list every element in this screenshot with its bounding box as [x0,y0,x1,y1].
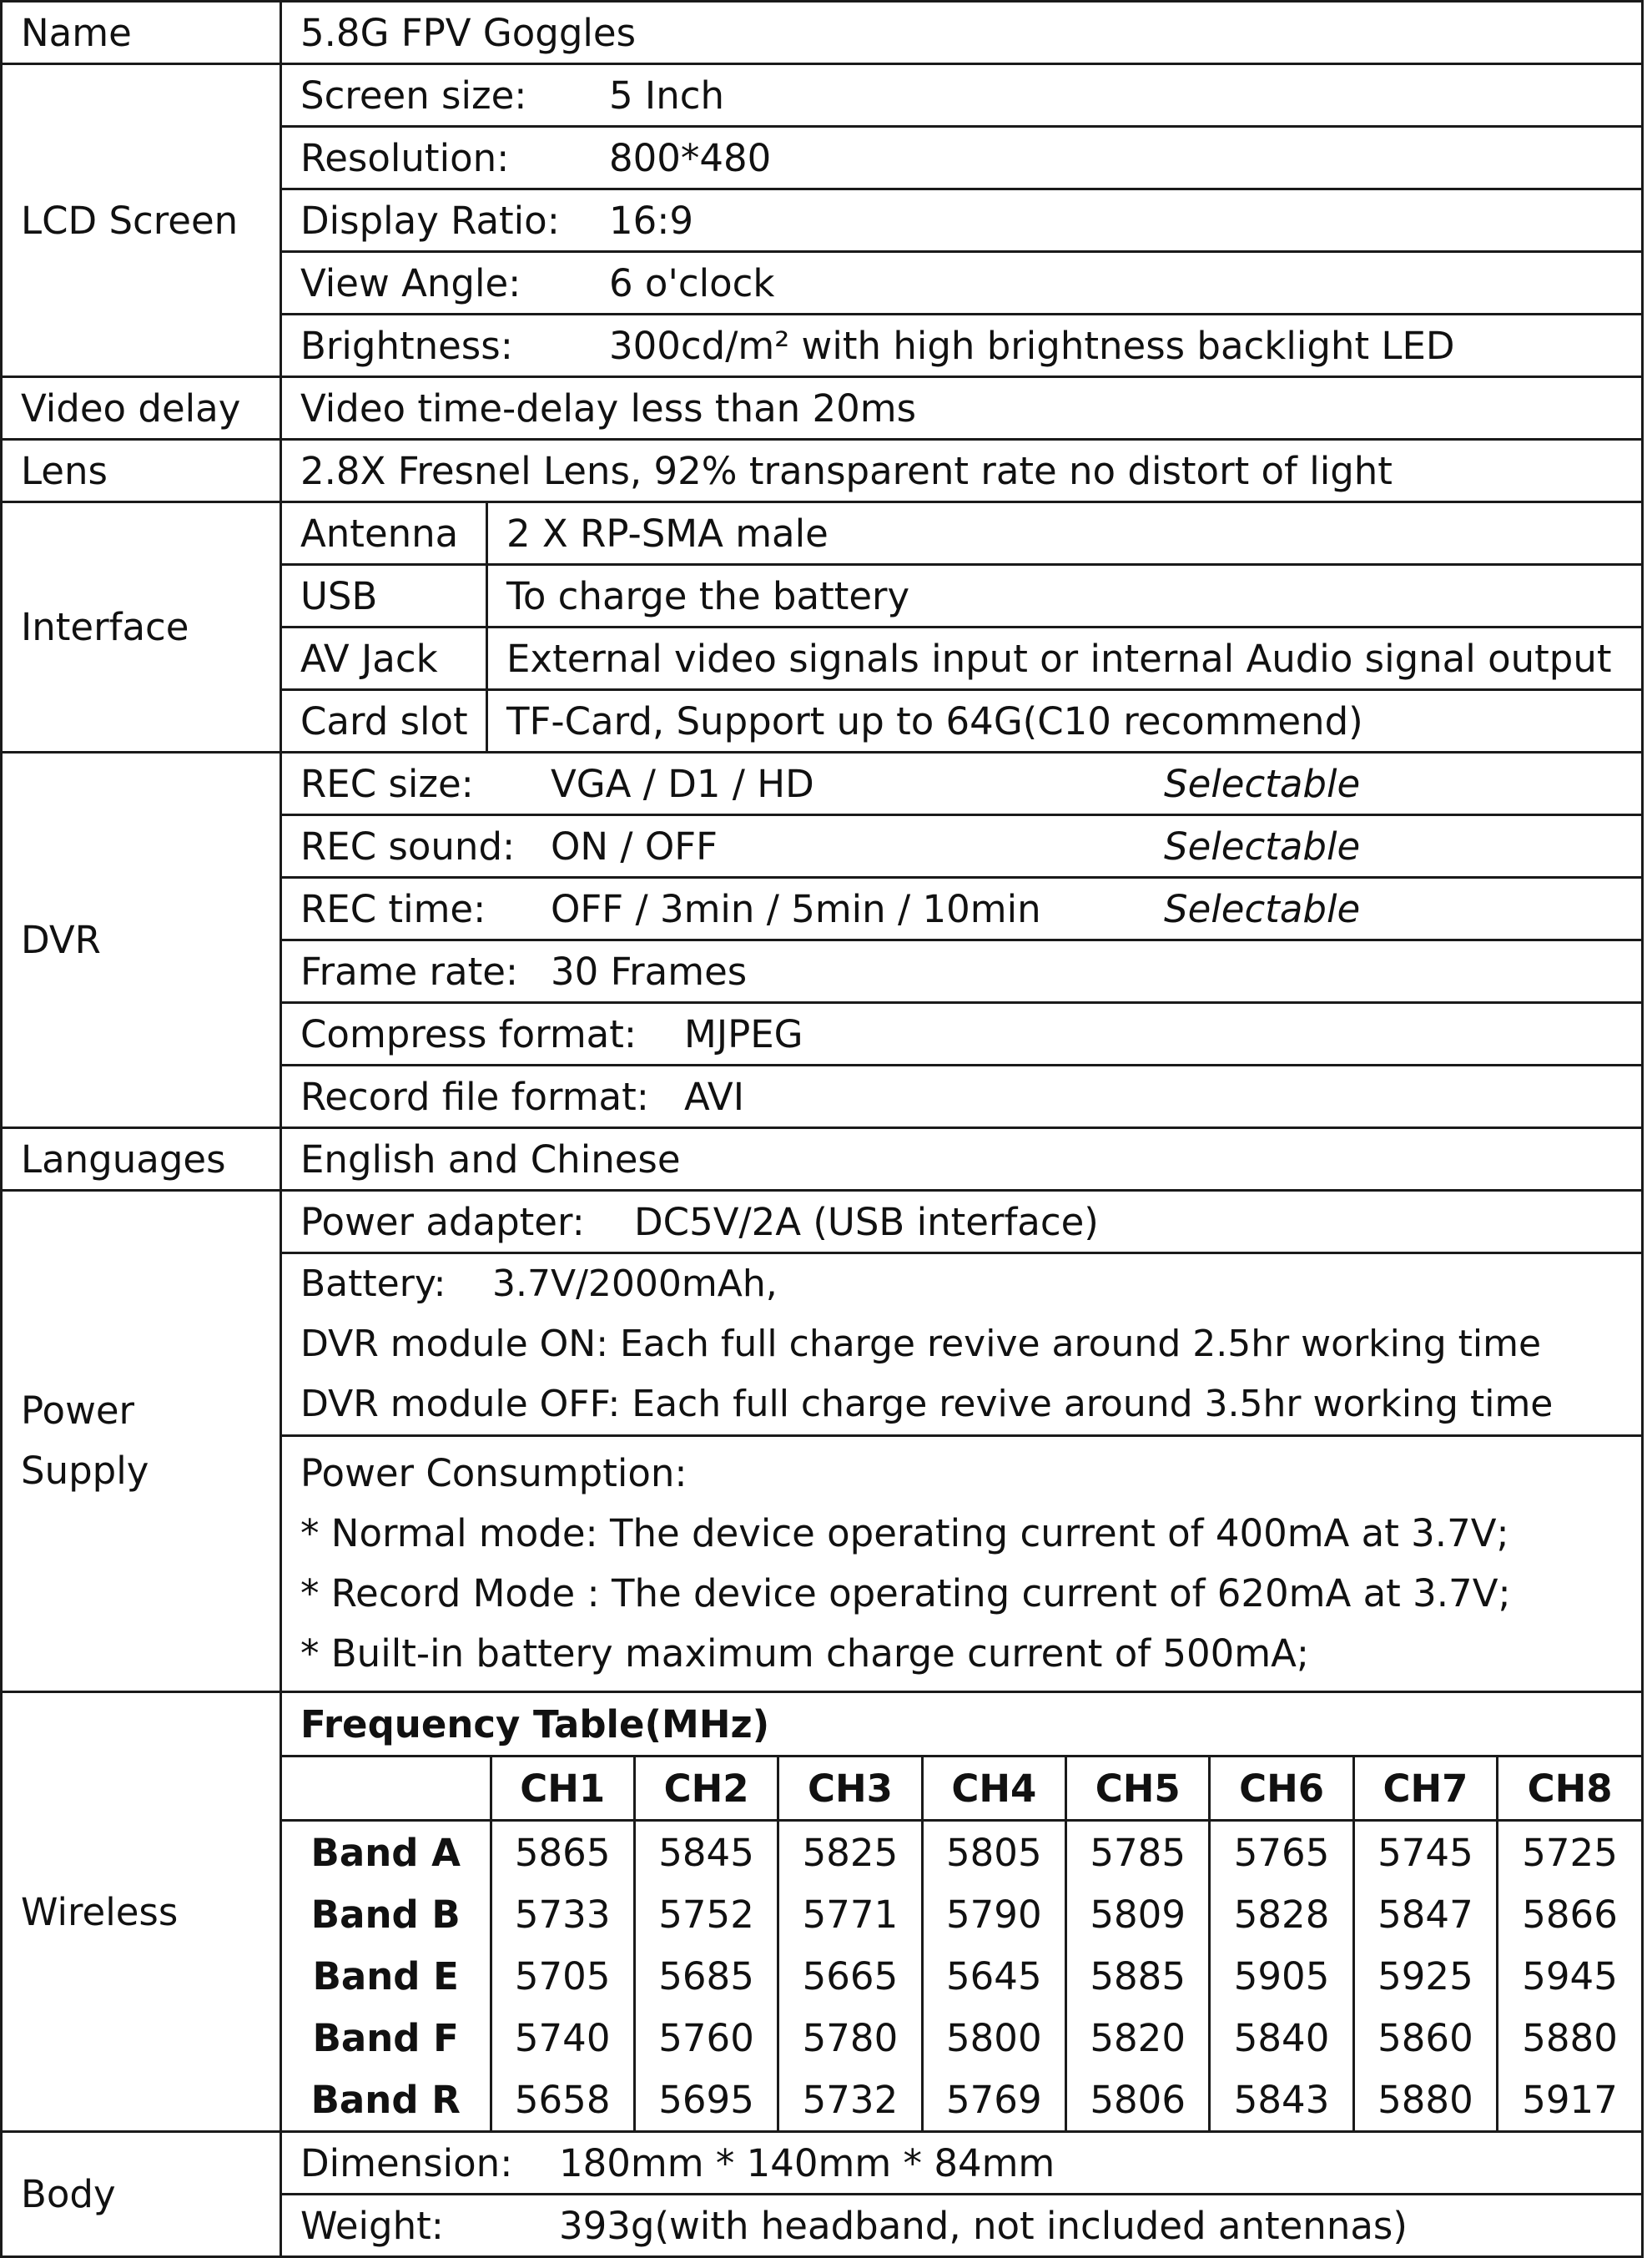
row-dvr [2,753,1643,815]
lcd-item [281,64,1643,127]
freq-cell: 5645 [922,1945,1065,2007]
interface-table [282,503,1641,751]
frequency-table-title: Frequency Table(MHz) [300,1701,770,1746]
dvr-key: REC sound: [300,824,516,869]
lcd-item [281,315,1643,377]
freq-cell: 5885 [1066,1945,1210,2007]
label-wireless: Wireless [2,1692,281,2132]
interface-key: Card slot [282,690,487,752]
lcd-value: 5 Inch [609,73,724,118]
freq-cell: 5865 [491,1821,634,1884]
dvr-key: REC size: [300,761,474,806]
freq-cell: 5790 [922,1883,1065,1945]
interface-cell [281,502,1643,753]
row-interface [2,502,1643,753]
freq-cell: 5845 [634,1821,778,1884]
dvr-value: 30 Frames [551,949,748,994]
lcd-key: Display Ratio: [300,198,560,243]
band-name: Band B [310,1892,461,1937]
power-battery-value: 3.7V/2000mAh, [492,1263,778,1305]
power-battery-off: DVR module OFF: Each full charge revive around 3.5hr working time [300,1383,1554,1425]
freq-cell: 5695 [634,2069,778,2130]
dvr-item [281,753,1643,815]
channel-header: CH7 [1353,1757,1497,1821]
dvr-item [281,1003,1643,1066]
freq-cell: 5917 [1498,2069,1641,2130]
power-adapter [281,1191,1643,1253]
freq-cell: 5705 [491,1945,634,2007]
band-name: Band F [312,2015,459,2060]
body-value: 180mm * 140mm * 84mm [559,2140,1055,2185]
row-languages [2,1128,1643,1191]
freq-cell: 5769 [922,2069,1065,2130]
band-name: Band E [312,1953,459,1998]
channel-header: CH5 [1066,1757,1210,1821]
interface-key: USB [282,565,487,628]
label-name: Name [2,2,281,64]
freq-cell: 5740 [491,2007,634,2069]
freq-cell: 5945 [1498,1945,1641,2007]
lcd-value: 300cd/m² with high brightness backlight LED [609,323,1455,368]
label-video-delay: Video delay [2,377,281,440]
dvr-note: Selectable [1164,886,1361,931]
freq-cell: 5745 [1353,1821,1497,1884]
label-lens: Lens [2,440,281,502]
band-row [282,1883,1641,1945]
lcd-item [281,252,1643,315]
freq-cell: 5809 [1066,1883,1210,1945]
freq-cell: 5880 [1498,2007,1641,2069]
channel-header: CH8 [1498,1757,1641,1821]
label-dvr: DVR [2,753,281,1128]
freq-cell: 5840 [1210,2007,1353,2069]
channel-header: CH3 [778,1757,922,1821]
dvr-item [281,940,1643,1003]
power-consumption-line: * Normal mode: The device operating current of 400mA at 3.7V; [300,1511,1509,1555]
row-video-delay [2,377,1643,440]
freq-cell: 5725 [1498,1821,1641,1884]
value-name: 5.8G FPV Goggles [281,2,1643,64]
label-languages: Languages [2,1128,281,1191]
freq-cell: 5780 [778,2007,922,2069]
corner-cell [282,1757,491,1821]
band-name: Band A [282,1821,491,1884]
freq-cell: 5805 [922,1821,1065,1884]
label-interface: Interface [2,502,281,753]
interface-key: Antenna [300,511,459,556]
channel-header: CH1 [491,1757,634,1821]
power-adapter-key: Power adapter: [300,1199,585,1244]
freq-cell: 5800 [922,2007,1065,2069]
power-adapter-value: DC5V/2A (USB interface) [634,1199,1099,1244]
freq-cell: 5820 [1066,2007,1210,2069]
lcd-value: 800*480 [609,135,772,180]
row-body [2,2132,1643,2195]
row-lcd [2,64,1643,127]
interface-key: AV Jack [282,628,487,690]
freq-cell: 5905 [1210,1945,1353,2007]
freq-cell: 5732 [778,2069,922,2130]
freq-cell: 5785 [1066,1821,1210,1884]
dvr-value: AVI [684,1074,744,1119]
freq-cell: 5771 [778,1883,922,1945]
freq-cell: 5866 [1498,1883,1641,1945]
dvr-value: ON / OFF [551,824,718,869]
freq-cell: 5880 [1353,2069,1497,2130]
power-consumption-title: Power Consumption: [300,1451,687,1495]
body-value: 393g(with headband, not included antennas) [559,2203,1408,2248]
dvr-value: OFF / 3min / 5min / 10min [551,886,1041,931]
frequency-table [282,1693,1641,2130]
freq-cell: 5765 [1210,1821,1353,1884]
freq-cell: 5843 [1210,2069,1353,2130]
power-consumption-line: * Record Mode : The device operating current of 620mA at 3.7V; [300,1571,1511,1615]
body-key: Dimension: [300,2140,513,2185]
power-consumption-line: * Built-in battery maximum charge current of 500mA; [300,1631,1310,1676]
freq-cell: 5825 [778,1821,922,1884]
channel-header: CH2 [634,1757,778,1821]
dvr-note: Selectable [1164,761,1361,806]
label-body: Body [2,2132,281,2257]
label-lcd: LCD Screen [2,64,281,377]
dvr-key: Frame rate: [300,949,519,994]
wireless-cell [281,1692,1643,2132]
channel-header: CH6 [1210,1757,1353,1821]
band-row [282,2007,1641,2069]
dvr-note: Selectable [1164,824,1361,869]
lcd-key: View Angle: [300,260,521,305]
body-item [281,2132,1643,2195]
freq-cell: 5806 [1066,2069,1210,2130]
interface-value: TF-Card, Support up to 64G(C10 recommend) [487,690,1642,752]
lcd-item [281,127,1643,189]
label-power-line2: Supply [21,1449,149,1493]
freq-cell: 5925 [1353,1945,1497,2007]
band-name: Band R [310,2077,461,2122]
row-wireless [2,1692,1643,2132]
interface-value: 2 X RP-SMA male [487,503,1642,565]
freq-cell: 5828 [1210,1883,1353,1945]
dvr-item [281,815,1643,878]
lcd-value: 6 o'clock [609,260,775,305]
lcd-key: Resolution: [300,135,510,180]
label-power [2,1191,281,1692]
power-battery-on: DVR module ON: Each full charge revive around 2.5hr working time [300,1323,1542,1365]
freq-cell: 5847 [1353,1883,1497,1945]
dvr-value: MJPEG [684,1011,803,1056]
dvr-item [281,878,1643,940]
band-row [282,1821,1641,1884]
freq-cell: 5733 [491,1883,634,1945]
body-key: Weight: [300,2203,444,2248]
dvr-item [281,1066,1643,1128]
body-item [281,2195,1643,2257]
dvr-value: VGA / D1 / HD [551,761,814,806]
label-power-line1: Power [21,1389,135,1433]
freq-cell: 5685 [634,1945,778,2007]
interface-value: External video signals input or internal Audio signal output [487,628,1642,690]
dvr-key: REC time: [300,886,486,931]
power-consumption [281,1436,1643,1692]
dvr-key: Compress format: [300,1011,637,1056]
lcd-item [281,189,1643,252]
row-lens [2,440,1643,502]
lcd-value: 16:9 [609,198,694,243]
freq-cell: 5760 [634,2007,778,2069]
dvr-key: Record file format: [300,1074,649,1119]
power-battery [281,1253,1643,1436]
row-power [2,1191,1643,1253]
power-battery-key: Battery: [300,1263,446,1305]
freq-cell: 5860 [1353,2007,1497,2069]
channel-header: CH4 [922,1757,1065,1821]
freq-cell: 5658 [491,2069,634,2130]
interface-value: To charge the battery [487,565,1642,628]
band-row [282,1945,1641,2007]
lcd-key: Screen size: [300,73,527,118]
freq-cell: 5665 [778,1945,922,2007]
value-video-delay: Video time-delay less than 20ms [281,377,1643,440]
value-lens: 2.8X Fresnel Lens, 92% transparent rate no distort of light [281,440,1643,502]
lcd-key: Brightness: [300,323,513,368]
band-row [282,2069,1641,2130]
value-languages: English and Chinese [281,1128,1643,1191]
row-name [2,2,1643,64]
freq-cell: 5752 [634,1883,778,1945]
